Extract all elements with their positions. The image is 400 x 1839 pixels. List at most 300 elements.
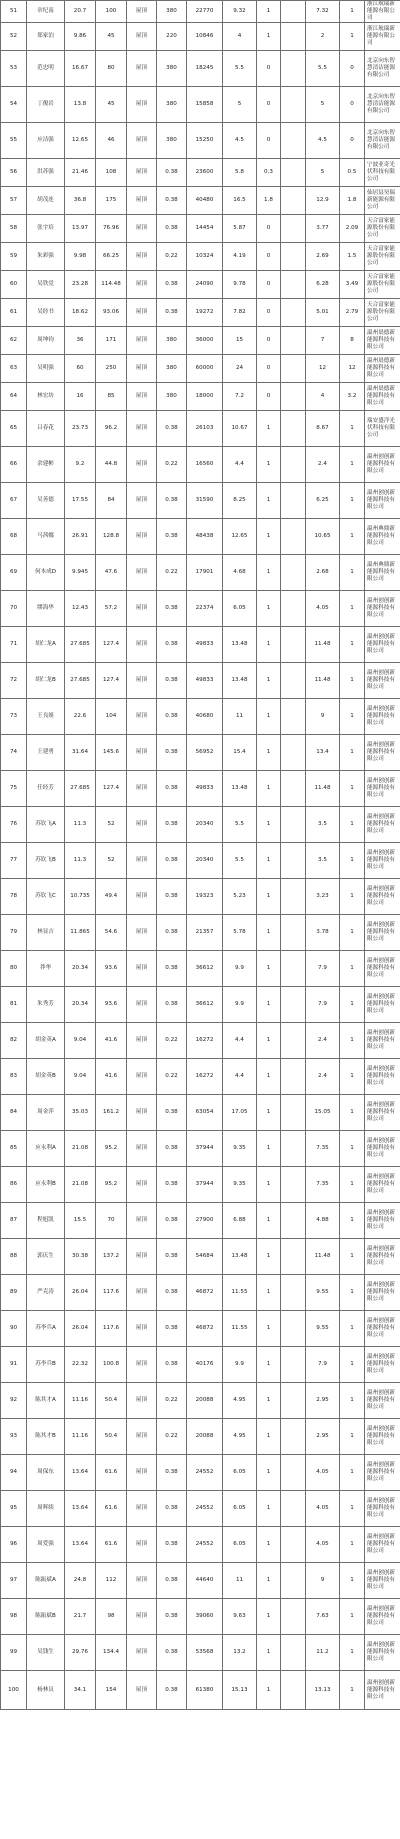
cell-gen: 20340 — [187, 843, 223, 879]
cell-c1: 1 — [257, 987, 281, 1023]
cell-c3: 11.48 — [306, 627, 340, 663]
cell-c3: 12 — [306, 355, 340, 383]
cell-type: 屋顶 — [127, 411, 157, 447]
table-row — [1, 355, 400, 383]
cell-invest: 5.8 — [223, 159, 257, 187]
cell-load: 161.2 — [96, 1095, 127, 1131]
cell-gen: 10846 — [187, 23, 223, 51]
cell-c2 — [281, 1203, 306, 1239]
cell-gen: 49833 — [187, 627, 223, 663]
cell-voltage: 0.38 — [157, 1491, 187, 1527]
cell-c4: 1 — [340, 1, 365, 23]
cell-no: 74 — [1, 735, 27, 771]
table-row — [1, 987, 400, 1023]
cell-name: 吴经书 — [27, 299, 65, 327]
cell-voltage: 0.22 — [157, 447, 187, 483]
cell-c2 — [281, 1491, 306, 1527]
cell-area: 26.04 — [65, 1275, 96, 1311]
table-row — [1, 1491, 400, 1527]
cell-c3: 4.05 — [306, 1527, 340, 1563]
cell-voltage: 0.38 — [157, 299, 187, 327]
cell-load: 96.2 — [96, 411, 127, 447]
table-row — [1, 915, 400, 951]
cell-area: 21.08 — [65, 1131, 96, 1167]
cell-gen: 24090 — [187, 271, 223, 299]
cell-load: 54.6 — [96, 915, 127, 951]
cell-name: 缪海华 — [27, 591, 65, 627]
cell-c1: 0 — [257, 123, 281, 159]
cell-type: 屋顶 — [127, 951, 157, 987]
cell-area: 9.86 — [65, 23, 96, 51]
cell-voltage: 0.38 — [157, 663, 187, 699]
table-row — [1, 1347, 400, 1383]
cell-company: 温州创创新能源科技有限公司 — [365, 1023, 400, 1059]
table-row — [1, 1167, 400, 1203]
table-row — [1, 123, 400, 159]
cell-voltage: 0.38 — [157, 1671, 187, 1710]
cell-name: 吴明强 — [27, 355, 65, 383]
cell-invest: 5.5 — [223, 843, 257, 879]
cell-invest: 5 — [223, 87, 257, 123]
cell-c1: 1 — [257, 1635, 281, 1671]
cell-company: 温州创创新能源科技有限公司 — [365, 1671, 400, 1710]
cell-company: 天合富家能源股份有限公司 — [365, 243, 400, 271]
cell-name: 林显吉 — [27, 915, 65, 951]
cell-no: 84 — [1, 1095, 27, 1131]
cell-voltage: 220 — [157, 23, 187, 51]
cell-name: 胡茂连 — [27, 187, 65, 215]
cell-no: 69 — [1, 555, 27, 591]
cell-type: 屋顶 — [127, 1203, 157, 1239]
cell-gen: 20340 — [187, 807, 223, 843]
cell-c2 — [281, 807, 306, 843]
cell-voltage: 0.38 — [157, 1347, 187, 1383]
cell-area: 20.34 — [65, 987, 96, 1023]
cell-load: 104 — [96, 699, 127, 735]
cell-name: 胡仁龙A — [27, 627, 65, 663]
cell-name: 苏李兵A — [27, 1311, 65, 1347]
cell-gen: 23600 — [187, 159, 223, 187]
cell-voltage: 380 — [157, 123, 187, 159]
cell-type: 屋顶 — [127, 843, 157, 879]
cell-c4: 1 — [340, 1275, 365, 1311]
cell-name: 陈其才A — [27, 1383, 65, 1419]
cell-c1: 1 — [257, 663, 281, 699]
cell-load: 46 — [96, 123, 127, 159]
cell-voltage: 0.38 — [157, 1599, 187, 1635]
cell-c3: 5.5 — [306, 51, 340, 87]
cell-c1: 1 — [257, 1671, 281, 1710]
cell-c2 — [281, 1239, 306, 1275]
cell-c3: 2.4 — [306, 447, 340, 483]
cell-type: 屋顶 — [127, 159, 157, 187]
cell-name: 胡金英A — [27, 1023, 65, 1059]
cell-c4: 1 — [340, 1167, 365, 1203]
cell-area: 22.6 — [65, 699, 96, 735]
cell-c2 — [281, 1527, 306, 1563]
cell-no: 97 — [1, 1563, 27, 1599]
cell-company: 温州创创新能源科技有限公司 — [365, 1527, 400, 1563]
table-row — [1, 1635, 400, 1671]
table-row — [1, 1059, 400, 1095]
cell-voltage: 380 — [157, 51, 187, 87]
cell-no: 82 — [1, 1023, 27, 1059]
cell-invest: 15.4 — [223, 735, 257, 771]
cell-c4: 1 — [340, 879, 365, 915]
cell-c2 — [281, 447, 306, 483]
cell-area: 9.2 — [65, 447, 96, 483]
cell-company: 温州创创新能源科技有限公司 — [365, 1347, 400, 1383]
table-row — [1, 243, 400, 271]
cell-c3: 13.13 — [306, 1671, 340, 1710]
cell-c1: 0 — [257, 243, 281, 271]
cell-c4: 1 — [340, 843, 365, 879]
cell-gen: 16560 — [187, 447, 223, 483]
cell-load: 52 — [96, 843, 127, 879]
table-row — [1, 1455, 400, 1491]
cell-invest: 24 — [223, 355, 257, 383]
cell-name: 陈其才B — [27, 1419, 65, 1455]
cell-c2 — [281, 879, 306, 915]
cell-invest: 9.78 — [223, 271, 257, 299]
cell-gen: 10324 — [187, 243, 223, 271]
cell-name: 王良姐 — [27, 699, 65, 735]
cell-c2 — [281, 627, 306, 663]
cell-company: 温州创创新能源科技有限公司 — [365, 1131, 400, 1167]
cell-c3: 5 — [306, 159, 340, 187]
cell-type: 屋顶 — [127, 1, 157, 23]
cell-type: 屋顶 — [127, 555, 157, 591]
cell-gen: 63054 — [187, 1095, 223, 1131]
cell-company: 浙江航瑞新能源有限公司 — [365, 1, 400, 23]
table-row — [1, 23, 400, 51]
cell-c3: 2 — [306, 23, 340, 51]
cell-c1: 0 — [257, 215, 281, 243]
cell-no: 77 — [1, 843, 27, 879]
cell-area: 35.03 — [65, 1095, 96, 1131]
cell-voltage: 0.22 — [157, 1059, 187, 1095]
cell-c1: 0 — [257, 327, 281, 355]
cell-voltage: 0.22 — [157, 1023, 187, 1059]
cell-name: 朱彩强 — [27, 243, 65, 271]
cell-gen: 46872 — [187, 1275, 223, 1311]
cell-company: 温州创创新能源科技有限公司 — [365, 1491, 400, 1527]
cell-type: 屋顶 — [127, 1671, 157, 1710]
cell-voltage: 0.38 — [157, 215, 187, 243]
cell-invest: 13.48 — [223, 663, 257, 699]
cell-c4: 1 — [340, 447, 365, 483]
cell-c1: 1 — [257, 1059, 281, 1095]
cell-c3: 11.48 — [306, 1239, 340, 1275]
cell-company: 天合富家能源股份有限公司 — [365, 299, 400, 327]
cell-type: 屋顶 — [127, 483, 157, 519]
table-row — [1, 879, 400, 915]
cell-c4: 1 — [340, 1419, 365, 1455]
cell-c1: 1 — [257, 1347, 281, 1383]
cell-gen: 40176 — [187, 1347, 223, 1383]
cell-c2 — [281, 1635, 306, 1671]
cell-c3: 7 — [306, 327, 340, 355]
cell-c3: 7.9 — [306, 951, 340, 987]
cell-c2 — [281, 327, 306, 355]
cell-load: 50.4 — [96, 1383, 127, 1419]
cell-c2 — [281, 699, 306, 735]
cell-gen: 60000 — [187, 355, 223, 383]
cell-c4: 1 — [340, 627, 365, 663]
cell-c1: 1 — [257, 483, 281, 519]
table-body — [1, 1, 400, 1710]
cell-type: 屋顶 — [127, 1131, 157, 1167]
cell-no: 79 — [1, 915, 27, 951]
cell-load: 41.6 — [96, 1059, 127, 1095]
cell-c3: 4.88 — [306, 1203, 340, 1239]
cell-c3: 2.95 — [306, 1419, 340, 1455]
cell-no: 54 — [1, 87, 27, 123]
cell-load: 45 — [96, 23, 127, 51]
cell-area: 31.64 — [65, 735, 96, 771]
cell-gen: 54684 — [187, 1239, 223, 1275]
cell-c2 — [281, 591, 306, 627]
cell-invest: 11 — [223, 699, 257, 735]
cell-area: 21.7 — [65, 1599, 96, 1635]
cell-no: 59 — [1, 243, 27, 271]
cell-company: 温州创创新能源科技有限公司 — [365, 591, 400, 627]
cell-voltage: 0.38 — [157, 879, 187, 915]
cell-c3: 7.63 — [306, 1599, 340, 1635]
cell-load: 117.6 — [96, 1275, 127, 1311]
cell-type: 屋顶 — [127, 215, 157, 243]
cell-load: 44.8 — [96, 447, 127, 483]
cell-no: 71 — [1, 627, 27, 663]
cell-gen: 24552 — [187, 1491, 223, 1527]
cell-voltage: 0.38 — [157, 1563, 187, 1599]
cell-voltage: 0.38 — [157, 1527, 187, 1563]
cell-c2 — [281, 1311, 306, 1347]
cell-area: 27.685 — [65, 771, 96, 807]
cell-company: 温州创创新能源科技有限公司 — [365, 1095, 400, 1131]
cell-gen: 26103 — [187, 411, 223, 447]
table-row — [1, 411, 400, 447]
cell-c3: 4.5 — [306, 123, 340, 159]
cell-c4: 1 — [340, 23, 365, 51]
cell-c1: 0 — [257, 51, 281, 87]
cell-company: 温州创创新能源科技有限公司 — [365, 879, 400, 915]
cell-c1: 1 — [257, 807, 281, 843]
cell-c2 — [281, 1455, 306, 1491]
cell-type: 屋顶 — [127, 1059, 157, 1095]
cell-no: 87 — [1, 1203, 27, 1239]
cell-no: 66 — [1, 447, 27, 483]
cell-voltage: 0.38 — [157, 1311, 187, 1347]
cell-type: 屋顶 — [127, 1419, 157, 1455]
cell-no: 83 — [1, 1059, 27, 1095]
cell-c3: 9.55 — [306, 1275, 340, 1311]
cell-c3: 3.23 — [306, 879, 340, 915]
cell-name: 应永利A — [27, 1131, 65, 1167]
cell-c1: 1 — [257, 519, 281, 555]
cell-voltage: 0.38 — [157, 1203, 187, 1239]
cell-company: 温州创创新能源科技有限公司 — [365, 987, 400, 1023]
cell-area: 15.5 — [65, 1203, 96, 1239]
cell-gen: 17901 — [187, 555, 223, 591]
cell-invest: 6.05 — [223, 1527, 257, 1563]
cell-no: 67 — [1, 483, 27, 519]
cell-name: 任经芳 — [27, 771, 65, 807]
table-row — [1, 1, 400, 23]
cell-c1: 1 — [257, 1203, 281, 1239]
cell-c4: 0 — [340, 87, 365, 123]
cell-company: 温州创创新能源科技有限公司 — [365, 627, 400, 663]
cell-area: 13.64 — [65, 1527, 96, 1563]
cell-company: 温州晨德新能源科技有限公司 — [365, 327, 400, 355]
cell-gen: 61380 — [187, 1671, 223, 1710]
cell-gen: 19272 — [187, 299, 223, 327]
cell-load: 127.4 — [96, 627, 127, 663]
cell-c3: 4.05 — [306, 1491, 340, 1527]
cell-c4: 1 — [340, 1527, 365, 1563]
table-row — [1, 1203, 400, 1239]
cell-name: 周金萍 — [27, 1095, 65, 1131]
cell-load: 52 — [96, 807, 127, 843]
cell-invest: 4.95 — [223, 1383, 257, 1419]
cell-c4: 1 — [340, 1635, 365, 1671]
cell-invest: 4.4 — [223, 447, 257, 483]
cell-type: 屋顶 — [127, 807, 157, 843]
cell-c1: 1 — [257, 1491, 281, 1527]
cell-name: 吕春花 — [27, 411, 65, 447]
cell-company: 瑞安盛洋光伏科技有限公司 — [365, 411, 400, 447]
cell-name: 丁俊岩 — [27, 87, 65, 123]
cell-company: 北京向东智慧清洁能源有限公司 — [365, 123, 400, 159]
cell-voltage: 0.38 — [157, 951, 187, 987]
cell-invest: 4 — [223, 23, 257, 51]
cell-gen: 49833 — [187, 771, 223, 807]
cell-load: 127.4 — [96, 663, 127, 699]
cell-invest: 5.5 — [223, 807, 257, 843]
cell-name: 陈振斌A — [27, 1563, 65, 1599]
cell-area: 13.97 — [65, 215, 96, 243]
cell-gen: 16272 — [187, 1023, 223, 1059]
cell-company: 温州晨德新能源科技有限公司 — [365, 383, 400, 411]
cell-c3: 5.01 — [306, 299, 340, 327]
cell-invest: 17.05 — [223, 1095, 257, 1131]
cell-c2 — [281, 243, 306, 271]
cell-gen: 39060 — [187, 1599, 223, 1635]
cell-name: 吴善德 — [27, 483, 65, 519]
cell-no: 72 — [1, 663, 27, 699]
cell-c2 — [281, 1383, 306, 1419]
cell-no: 61 — [1, 299, 27, 327]
cell-invest: 9.9 — [223, 951, 257, 987]
cell-c2 — [281, 1, 306, 23]
cell-voltage: 0.38 — [157, 771, 187, 807]
cell-c1: 1 — [257, 1095, 281, 1131]
cell-area: 21.46 — [65, 159, 96, 187]
cell-c4: 1 — [340, 1311, 365, 1347]
table-row — [1, 735, 400, 771]
cell-c4: 1 — [340, 1563, 365, 1599]
cell-c1: 1 — [257, 1, 281, 23]
cell-c2 — [281, 555, 306, 591]
table-row — [1, 383, 400, 411]
cell-name: 胡仁龙B — [27, 663, 65, 699]
cell-no: 78 — [1, 879, 27, 915]
cell-company: 温州创创新能源科技有限公司 — [365, 1167, 400, 1203]
cell-invest: 11.55 — [223, 1275, 257, 1311]
cell-invest: 7.82 — [223, 299, 257, 327]
cell-area: 11.865 — [65, 915, 96, 951]
cell-voltage: 0.38 — [157, 187, 187, 215]
cell-c4: 1 — [340, 1095, 365, 1131]
cell-type: 屋顶 — [127, 327, 157, 355]
cell-c4: 1 — [340, 1347, 365, 1383]
table-row — [1, 1599, 400, 1635]
cell-type: 屋顶 — [127, 299, 157, 327]
cell-area: 36.8 — [65, 187, 96, 215]
cell-area: 27.685 — [65, 627, 96, 663]
cell-area: 9.98 — [65, 243, 96, 271]
cell-voltage: 0.38 — [157, 843, 187, 879]
cell-voltage: 0.38 — [157, 627, 187, 663]
cell-c2 — [281, 1419, 306, 1455]
cell-c1: 1 — [257, 1311, 281, 1347]
cell-c2 — [281, 735, 306, 771]
cell-c1: 1 — [257, 1383, 281, 1419]
cell-c4: 1 — [340, 1131, 365, 1167]
cell-no: 76 — [1, 807, 27, 843]
cell-type: 屋顶 — [127, 735, 157, 771]
cell-c2 — [281, 23, 306, 51]
cell-type: 屋顶 — [127, 1383, 157, 1419]
cell-load: 175 — [96, 187, 127, 215]
cell-c3: 10.65 — [306, 519, 340, 555]
cell-gen: 40680 — [187, 699, 223, 735]
cell-company: 温州创创新能源科技有限公司 — [365, 447, 400, 483]
cell-voltage: 380 — [157, 383, 187, 411]
cell-c4: 12 — [340, 355, 365, 383]
cell-area: 22.32 — [65, 1347, 96, 1383]
cell-load: 45 — [96, 87, 127, 123]
cell-name: 吴钱生 — [27, 1635, 65, 1671]
cell-invest: 9.63 — [223, 1599, 257, 1635]
cell-invest: 5.78 — [223, 915, 257, 951]
cell-company: 温州创创新能源科技有限公司 — [365, 807, 400, 843]
cell-name: 余建彬 — [27, 447, 65, 483]
cell-c1: 1 — [257, 735, 281, 771]
cell-c4: 1 — [340, 915, 365, 951]
cell-gen: 48438 — [187, 519, 223, 555]
cell-c2 — [281, 383, 306, 411]
cell-invest: 10.67 — [223, 411, 257, 447]
cell-company: 温州创创新能源科技有限公司 — [365, 699, 400, 735]
cell-area: 16.67 — [65, 51, 96, 87]
cell-name: 张宇培 — [27, 215, 65, 243]
cell-invest: 4.95 — [223, 1419, 257, 1455]
cell-gen: 53568 — [187, 1635, 223, 1671]
cell-area: 20.34 — [65, 951, 96, 987]
cell-voltage: 0.22 — [157, 243, 187, 271]
cell-no: 73 — [1, 699, 27, 735]
cell-area: 27.685 — [65, 663, 96, 699]
cell-name: 周辉续 — [27, 1491, 65, 1527]
cell-type: 屋顶 — [127, 1167, 157, 1203]
cell-company: 温州典鼎新能源科技有限公司 — [365, 555, 400, 591]
table-row — [1, 1275, 400, 1311]
cell-type: 屋顶 — [127, 591, 157, 627]
table-row — [1, 1095, 400, 1131]
cell-c3: 12.9 — [306, 187, 340, 215]
cell-c2 — [281, 1347, 306, 1383]
